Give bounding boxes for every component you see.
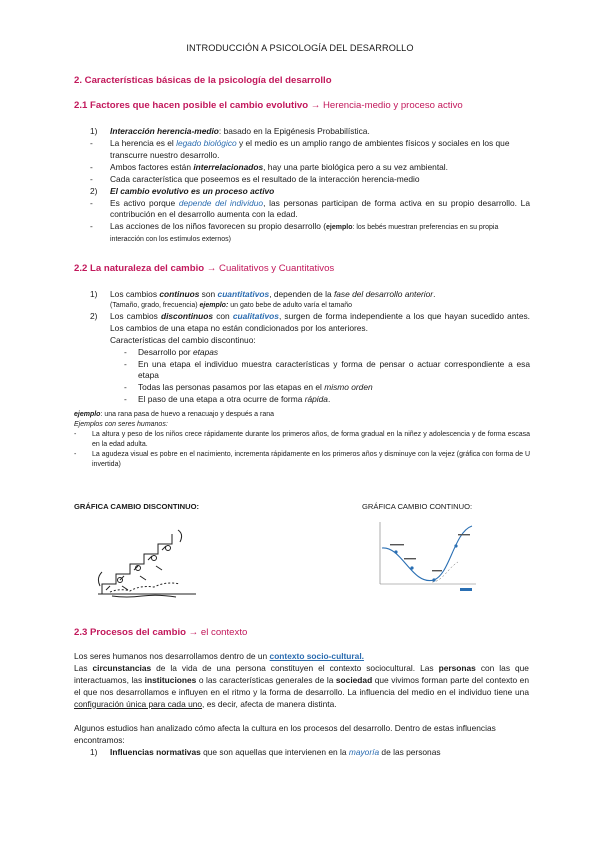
text: Las (74, 663, 93, 673)
text: , surgen de forma independiente a los que hayan sucedido antes. Los cambios de una etapa no están condicionados por los anteriores. (110, 310, 530, 333)
sub-list-item (90, 347, 530, 359)
text: La altura y peso de los niños crece rápidamente durante los primeros años, de forma gradual en la niñez y adolescencia y de forma escasa en la edad adulta. (92, 430, 530, 448)
text: : basado en la Epigénesis Probabilística. (218, 126, 370, 136)
list-item (90, 198, 530, 222)
list-item (90, 311, 530, 335)
section-2-1-subtitle: Herencia-medio y proceso activo (320, 100, 463, 111)
text: Todas las personas pasamos por las etapas en el (138, 382, 325, 393)
list-item (90, 221, 530, 245)
chart-annotations (390, 534, 470, 571)
text: : una rana pasa de huevo a renacuajo y después a rana (100, 411, 275, 418)
section-2-3-subtitle: el contexto (198, 627, 248, 638)
list-marker: - (124, 346, 127, 357)
text: o las características generales de la (196, 674, 336, 685)
section-2-3-paragraph-2 (74, 663, 529, 711)
text: un gato bebe de adulto varía el tamaño (228, 301, 353, 309)
text-italic: fase del desarrollo anterior (333, 289, 434, 299)
list-item (74, 450, 530, 470)
list-marker: - (90, 173, 93, 184)
sub-list-item (90, 394, 530, 406)
list-item (90, 126, 530, 138)
text: Cada característica que poseemos es el resultado de la interacción herencia-medio (110, 173, 420, 184)
section-2-3-paragraph-1 (74, 651, 529, 663)
staircase-illustration (92, 520, 212, 600)
data-point (432, 578, 435, 581)
list-marker: - (124, 394, 127, 405)
continuous-change-chart (372, 518, 482, 594)
list-item (90, 186, 530, 198)
text: que vivimos forman parte del contexto en el que nos desarrollamos e influyen en el ritmo y la forma de desarrollo. La influencia del medio en el individuo tiene una (74, 674, 529, 697)
annotation-mark (432, 570, 442, 571)
text: Los cambios (110, 289, 160, 299)
list-item (90, 747, 530, 759)
example-label: ejemplo (326, 224, 353, 232)
list-marker: - (90, 161, 93, 172)
text: Las acciones de los niños favorecen su propio desarrollo ( (110, 221, 327, 232)
legend-swatch (460, 588, 472, 591)
text: La agudeza visual es pobre en el nacimiento, incrementa rápidamente en los primeros años y disminuye con la vejez (gráfica con forma de U invertida) (92, 450, 530, 468)
term: circunstancias (92, 663, 152, 673)
highlight: cualitativos (232, 310, 279, 321)
text: , dependen de la (269, 289, 334, 299)
annotation-mark (458, 534, 470, 535)
list-marker: 2) (90, 185, 98, 196)
list-item (74, 430, 530, 450)
text: con (213, 310, 233, 321)
highlight: depende del individuo (178, 197, 264, 208)
text: con las que interactuamos, las (74, 663, 529, 685)
list-item (90, 162, 530, 174)
annotation-mark (390, 544, 404, 545)
section-2-1-title: 2.1 Factores que hacen posible el cambio evolutivo → (74, 100, 321, 111)
text: . (433, 289, 436, 299)
list-item (90, 289, 530, 301)
list-marker: - (90, 137, 93, 148)
section-2-3-paragraph-3: Algunos estudios han analizado cómo afecta la cultura en los procesos del desarrollo. Dentro de estas influencias encontramos: (74, 723, 496, 745)
example-label: ejemplo: (199, 301, 229, 309)
term: personas (438, 663, 476, 673)
chart-axes (380, 522, 476, 584)
list-marker: - (74, 450, 77, 458)
text: Características del cambio discontinuo: (110, 334, 256, 345)
list-note (90, 301, 530, 311)
term: Influencias normativas (110, 747, 201, 757)
list-marker: 1) (90, 126, 98, 136)
text-italic: mismo orden (324, 382, 373, 393)
text: y el medio es un amplio rango de ambientes físicos y sociales en los que transcurre nuestro desarrollo. (110, 137, 510, 160)
examples-label: Ejemplos con seres humanos: (74, 420, 168, 428)
list-item (90, 174, 530, 186)
section-2-1-list (90, 126, 530, 245)
text: Es activo porque (110, 197, 179, 208)
sub-list-item (90, 359, 530, 383)
sub-list-item (90, 382, 530, 394)
section-2-3-title: 2.3 Procesos del cambio → (74, 627, 199, 638)
section-2-2-title: 2.2 La naturaleza del cambio → (74, 263, 217, 274)
data-point (394, 550, 397, 553)
list-marker: - (90, 197, 93, 208)
annotation-mark (404, 558, 416, 559)
section-2-2-list (90, 289, 530, 406)
section-2-2-subtitle: Cualitativos y Cuantitativos (216, 263, 335, 274)
list-marker: 1) (90, 289, 98, 299)
text: La herencia es el (110, 137, 177, 148)
text: : los bebés muestran preferencias en su propia interacción con los estímulos externos) (110, 224, 499, 244)
term: continuos (159, 289, 200, 299)
examples-block (74, 410, 530, 470)
text: , las personas participan de forma activa en su propio desarrollo. La contribución en el desarrollo aumenta con la edad. (110, 197, 530, 220)
underlined-text: configuración única para cada uno (74, 698, 203, 709)
text: , es decir, afecta de manera distinta. (202, 698, 337, 709)
list-note (90, 335, 530, 347)
text: de las personas (379, 747, 441, 757)
text: Desarrollo por (138, 346, 193, 357)
list-marker: - (124, 382, 127, 393)
text: que son aquellas que intervienen en la (200, 747, 349, 757)
example-frog (74, 410, 530, 420)
text: En una etapa el individuo muestra características y forma de pensar o actuar correspondiente a esa etapa (138, 358, 530, 381)
section-2-heading: 2. Características básicas de la psicología del desarrollo (74, 75, 332, 86)
text: Los cambios (110, 310, 161, 321)
text: . (327, 394, 331, 405)
text: , hay una parte biológica pero a su vez ambiental. (263, 161, 448, 172)
influences-list (90, 747, 530, 759)
list-marker: 2) (90, 310, 98, 321)
example-label: ejemplo (74, 411, 101, 418)
data-point (410, 566, 413, 569)
text: de la vida de una persona constituyen el contexto sociocultural. Las (151, 663, 439, 673)
text: son (199, 289, 218, 299)
term: sociedad (335, 674, 373, 685)
text: (Tamaño, grado, frecuencia) (110, 301, 200, 309)
term: interrelacionados (193, 161, 264, 172)
term: El cambio evolutivo es un proceso activo (110, 185, 275, 196)
text-italic: etapas (192, 346, 219, 357)
section-2-3-heading (74, 626, 247, 640)
term: discontinuos (160, 310, 214, 321)
text: Ambos factores están (110, 161, 194, 172)
text-italic: rápida (304, 394, 328, 405)
list-marker: - (124, 358, 127, 369)
highlight: cuantitativos (217, 289, 270, 299)
discontinuous-graph-label: GRÁFICA CAMBIO DISCONTINUO: (74, 502, 200, 511)
section-2-1-heading (74, 99, 463, 113)
data-point (454, 544, 457, 547)
list-marker: - (74, 430, 77, 438)
section-2-2-heading (74, 262, 334, 276)
list-marker: - (90, 221, 93, 232)
term: instituciones (144, 674, 197, 685)
list-item (90, 138, 530, 162)
page-title: INTRODUCCIÓN A PSICOLOGÍA DEL DESARROLLO (186, 43, 414, 53)
highlight: legado biológico (176, 137, 237, 148)
text: El paso de una etapa a otra ocurre de forma (138, 394, 305, 405)
highlight: mayoría (348, 747, 380, 757)
term: Interacción herencia-medio (110, 126, 219, 136)
list-marker: 1) (90, 747, 98, 757)
highlight: contexto socio-cultural. (269, 651, 364, 661)
continuous-graph-label: GRÁFICA CAMBIO CONTINUO: (362, 502, 473, 511)
text: Los seres humanos nos desarrollamos dentro de un (74, 651, 270, 661)
